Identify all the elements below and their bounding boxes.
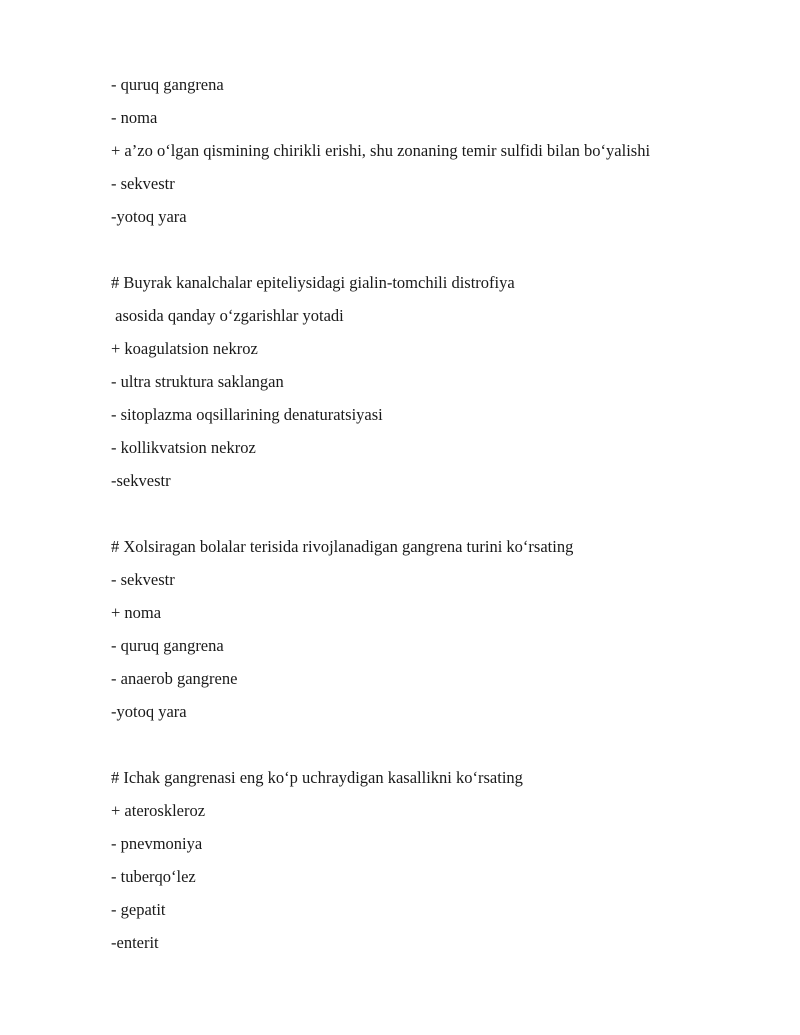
answer-option: - quruq gangrena (111, 75, 224, 94)
answer-option: - sekvestr (111, 570, 175, 589)
answer-option: - pnevmoniya (111, 834, 203, 853)
answer-option: - noma (111, 108, 158, 127)
correct-answer-option: + ateroskleroz (111, 801, 206, 820)
correct-answer-option: + a’zo o‘lgan qismining chirikli erishi, shu zonaning temir sulfidi bilan bo‘yalishi (111, 141, 651, 160)
answer-option: - anaerob gangrene (111, 669, 238, 688)
answer-option: -sekvestr (111, 471, 171, 490)
answer-option: - sekvestr (111, 174, 175, 193)
question-text: # Ichak gangrenasi eng ko‘p uchraydigan kasallikni ko‘rsating (111, 768, 523, 787)
answer-option: -yotoq yara (111, 207, 187, 226)
answer-option: - tuberqo‘lez (111, 867, 196, 886)
answer-option: - gepatit (111, 900, 166, 919)
question-text: # Buyrak kanalchalar epiteliysidagi gialin-tomchili distrofiya (111, 273, 515, 292)
answer-option: - quruq gangrena (111, 636, 224, 655)
question-text-continued: asosida qanday o‘zgarishlar yotadi (111, 306, 344, 325)
answer-option: - kollikvatsion nekroz (111, 438, 256, 457)
answer-option: - ultra struktura saklangan (111, 372, 284, 391)
answer-option: - sitoplazma oqsillarining denaturatsiyasi (111, 405, 383, 424)
correct-answer-option: + koagulatsion nekroz (111, 339, 258, 358)
answer-option: -enterit (111, 933, 159, 952)
question-text: # Xolsiragan bolalar terisida rivojlanadigan gangrena turini ko‘rsating (111, 537, 574, 556)
correct-answer-option: + noma (111, 603, 162, 622)
answer-option: -yotoq yara (111, 702, 187, 721)
